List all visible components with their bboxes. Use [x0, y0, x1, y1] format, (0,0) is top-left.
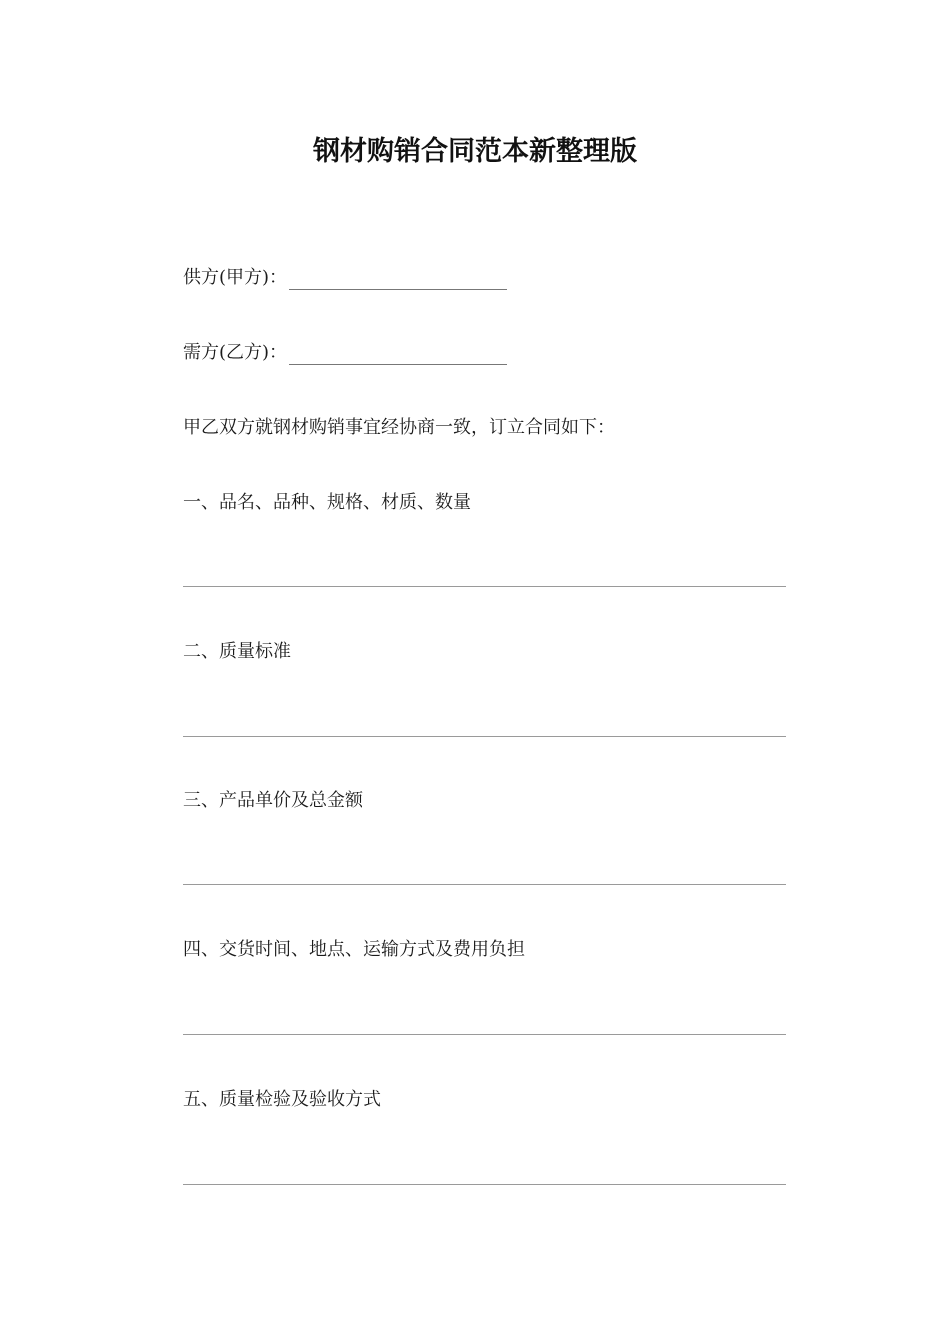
- document-title: 钢材购销合同范本新整理版: [313, 136, 637, 167]
- buyer-blank-field[interactable]: [289, 344, 507, 365]
- section-4-blank-line[interactable]: [183, 1034, 786, 1035]
- section-2-blank-line[interactable]: [183, 736, 786, 737]
- buyer-label: 需方(乙方)：: [183, 342, 288, 363]
- buyer-line: [183, 341, 507, 365]
- section-3-blank-line[interactable]: [183, 884, 786, 885]
- section-heading-2: 二、质量标准: [183, 641, 291, 662]
- section-heading-4: 四、交货时间、地点、运输方式及费用负担: [183, 939, 525, 960]
- section-heading-5: 五、质量检验及验收方式: [183, 1089, 381, 1110]
- supplier-line: [183, 266, 507, 290]
- section-heading-3: 三、产品单价及总金额: [183, 790, 363, 811]
- section-5-blank-line[interactable]: [183, 1184, 786, 1185]
- supplier-label: 供方(甲方)：: [183, 267, 288, 288]
- section-1-blank-line[interactable]: [183, 586, 786, 587]
- section-heading-1: 一、品名、品种、规格、材质、数量: [183, 492, 471, 513]
- intro-text: 甲乙双方就钢材购销事宜经协商一致，订立合同如下：: [183, 417, 615, 438]
- supplier-blank-field[interactable]: [289, 269, 507, 290]
